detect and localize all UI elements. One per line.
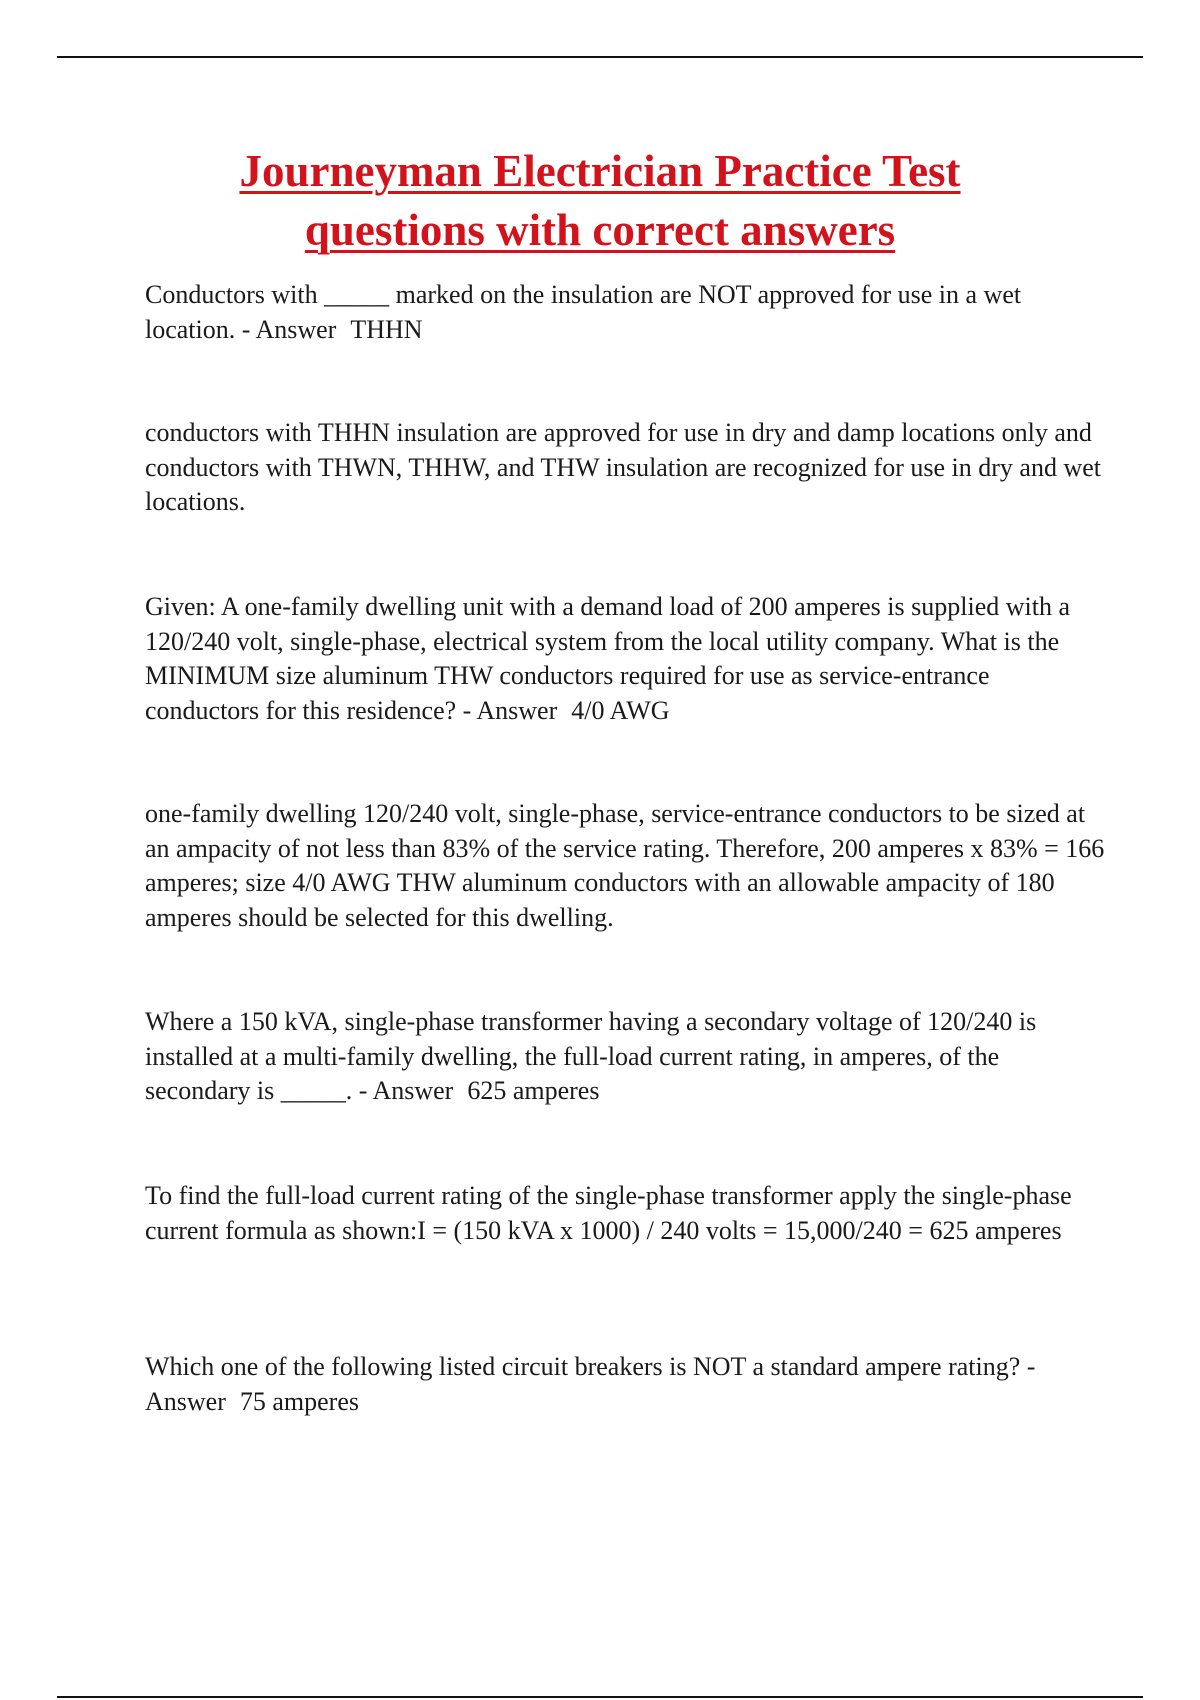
question-text: Where a 150 kVA, single-phase transformer having a secondary voltage of 120/240 is installed at a multi-family dwelling, the full-load current rating, in amperes, of the secondary is _____. - Answer — [145, 1007, 1037, 1105]
explanation-2 — [145, 797, 1105, 935]
question-text: Given: A one-family dwelling unit with a demand load of 200 amperes is supplied with a 120/240 volt, single-phase, electrical system from the local utility company. What is the MINIMUM size aluminum THW conductors required for use as service-entrance conductors for this residence? - Answer — [145, 592, 1070, 725]
answer-text: 75 amperes — [239, 1386, 359, 1416]
question-4 — [145, 1350, 1105, 1419]
explanation-text: conductors with THHN insulation are approved for use in dry and damp locations only and conductors with THWN, THHW, and THW insulation are recognized for use in dry and wet locations. — [145, 418, 1101, 516]
question-2 — [145, 590, 1105, 728]
answer-text: THHN — [350, 314, 423, 344]
explanation-3 — [145, 1179, 1105, 1248]
bottom-rule — [57, 1696, 1143, 1698]
answer-text: 4/0 AWG — [571, 695, 670, 725]
explanation-text: To find the full-load current rating of the single-phase transformer apply the single-phase current formula as shown:I = (150 kVA x 1000) / 240 volts = 15,000/240 = 625 amperes — [145, 1181, 1072, 1245]
title-line-1: Journeyman Electrician Practice Test — [239, 146, 961, 196]
question-3 — [145, 1005, 1105, 1109]
title-line-2: questions with correct answers — [304, 205, 896, 255]
explanation-1 — [145, 416, 1105, 520]
top-rule — [57, 56, 1143, 58]
question-text: Conductors with _____ marked on the insulation are NOT approved for use in a wet location. - Answer — [145, 280, 1022, 344]
explanation-text: one-family dwelling 120/240 volt, single-phase, service-entrance conductors to be sized at an ampacity of not less than 83% of the service rating. Therefore, 200 amperes x 83% = 166 amperes; size 4/0 AWG THW aluminum conductors with an allowable ampacity of 180 amperes should be selected for this dwelling. — [145, 799, 1105, 932]
answer-text: 625 amperes — [467, 1076, 600, 1105]
document-title — [0, 142, 1200, 260]
question-text: Which one of the following listed circuit breakers is NOT a standard ampere rating? - Answer — [145, 1352, 1036, 1416]
question-1 — [145, 278, 1105, 347]
